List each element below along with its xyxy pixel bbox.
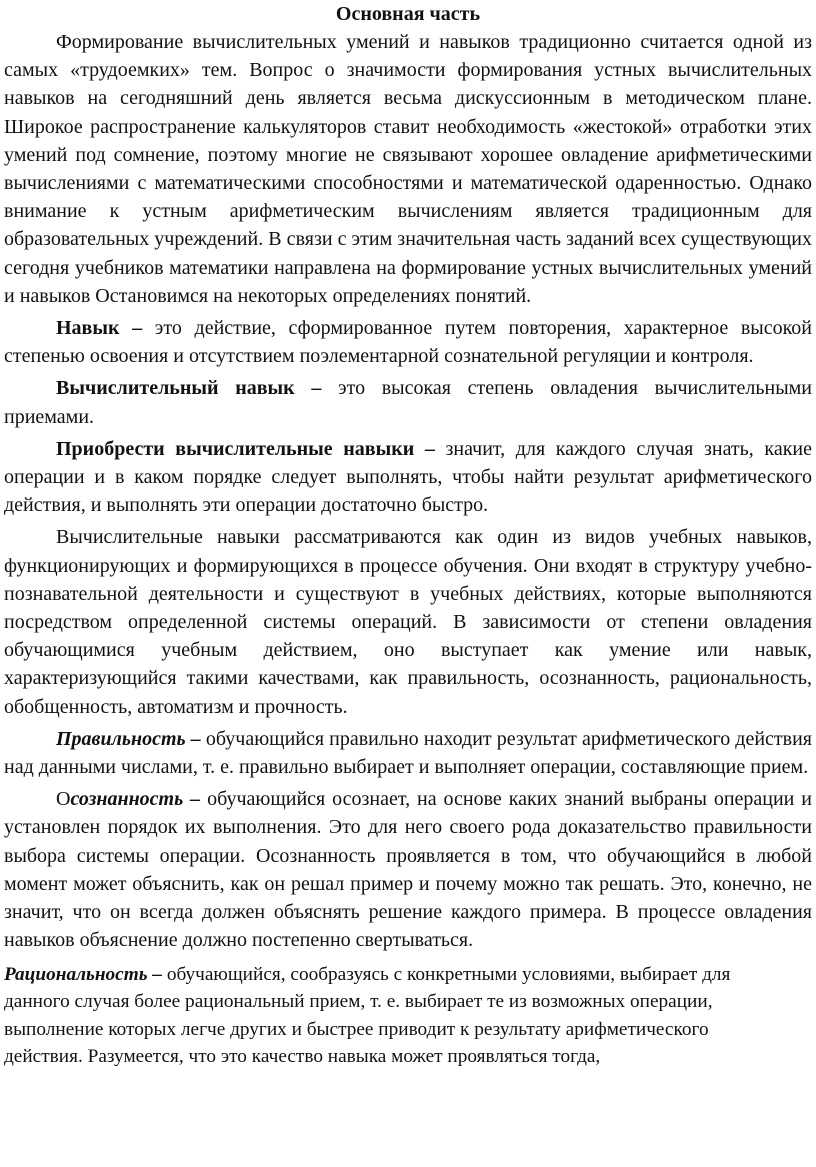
definition-correctness-text: обучающийся правильно находит результат арифметического действия над данными числами, т. е. правильно выбирает и выполняет операции, составляющие прием.	[4, 727, 812, 779]
definition-computational-skill-text: это высокая степень овладения вычислительными приемами.	[4, 377, 812, 428]
skill-types-paragraph: Вычислительные навыки рассматриваются как один из видов учебных навыков, функционирующих и формирующихся в процессе обучения. Они входят в структуру учебно-познавательной деятельности и существуют в учебных действиях, которые выполняются посредством определенной системы операций. В зависимости от степени овладения обучающимися учебным действием, оно выступает как умение или навык, характеризующийся такими качествами, как правильность, осознанность, рациональность, обобщенность, автоматизм и прочность.	[4, 526, 812, 718]
term-rationality: Рациональность –	[4, 963, 162, 985]
term-awareness: сознанность –	[70, 788, 201, 811]
term-correctness: Правильность –	[56, 727, 201, 750]
definition-acquire-skills	[4, 435, 812, 520]
definition-computational-skill	[4, 374, 812, 430]
term-acquire-skills: Приобрести вычислительные навыки –	[56, 437, 435, 460]
definition-awareness-text: обучающийся осознает, на основе каких знаний выбраны операции и установлен порядок их выполнения. Это для него своего рода доказательство правильности выбора системы операции. Осознанность проявляется в том, что обучающийся в любой момент может объяснить, как он решал пример и почему можно так решать. Это, конечно, не значит, что он всегда должен объяснять решение каждого примера. В процессе овладения навыков объяснение должно постепенно свертываться.	[4, 788, 812, 952]
definition-correctness	[4, 725, 812, 781]
term-awareness-lead: О	[56, 788, 71, 811]
section-heading: Основная часть	[335, 3, 481, 25]
definition-skill-text: это действие, сформированное путем повторения, характерное высокой степенью освоения и отсутствием поэлементарной сознательной регуляции и контроля.	[4, 317, 813, 368]
definition-skill	[4, 314, 812, 370]
term-skill: Навык –	[56, 317, 143, 340]
intro-paragraph: Формирование вычислительных умений и навыков традиционно считается одной из самых «трудоемких» тем. Вопрос о значимости формирования устных вычислительных навыков на сегодняшний день является весьма дискуссионным в методическом плане. Широкое распространение калькуляторов ставит необходимость «жестокой» отработки этих умений под сомнение, поэтому многие не связывают хорошее овладение арифметическими вычислениями с математическими способностями и математической одаренностью. Однако внимание к устным арифметическим вычислениям является традиционным для образовательных учреждений. В связи с этим значительная часть заданий всех существующих сегодня учебников математики направлена на формирование устных вычислительных умений и навыков Остановимся на некоторых определениях понятий.	[4, 31, 812, 307]
definition-rationality-text: обучающийся, сообразуясь с конкретными условиями, выбирает для данного случая более рациональный прием, т. е. выбирает те из возможных операции, выполнение которых легче других и быстрее приводит к результату арифметического действия. Разумеется, что это качество навыка может проявляться тогда,	[4, 963, 731, 1067]
definition-acquire-skills-text: значит, для каждого случая знать, какие операции и в каком порядке следует выполнять, чтобы найти результат арифметического действия, и выполнять эти операции достаточно быстро.	[4, 437, 813, 517]
definition-rationality	[4, 961, 812, 1071]
definition-awareness	[4, 785, 812, 954]
term-computational-skill: Вычислительный навык –	[56, 377, 322, 400]
